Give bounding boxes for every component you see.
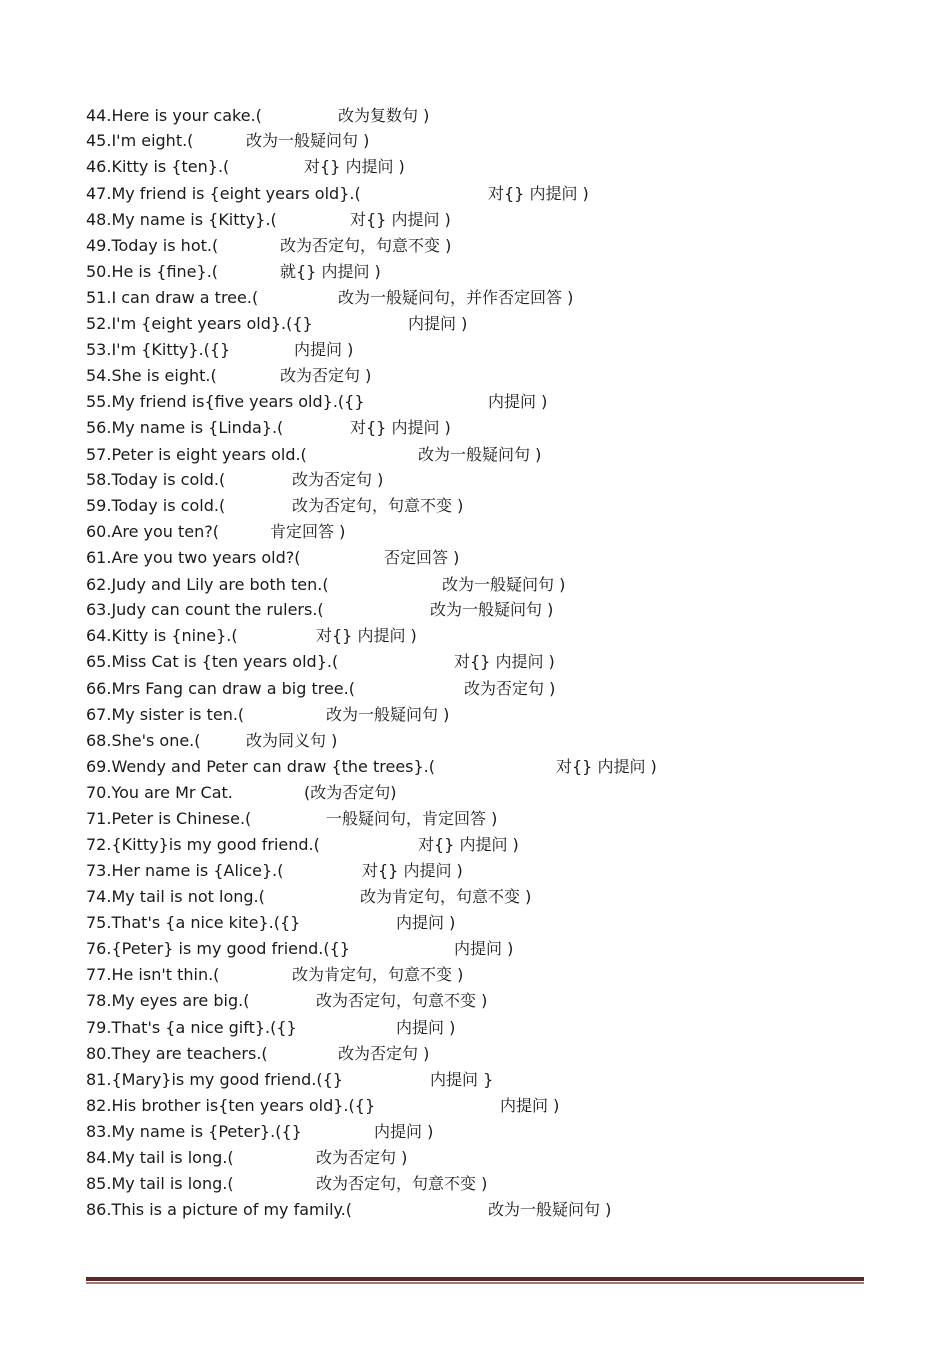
exercise-instruction: 改为否定句 ) — [464, 679, 556, 698]
exercise-instruction: 一般疑问句，肯定回答 ) — [326, 809, 498, 828]
exercise-sentence: 76.{Peter} is my good friend.({} — [86, 939, 350, 958]
footer-rule — [86, 1277, 864, 1285]
exercise-sentence: 71.Peter is Chinese.( — [86, 809, 252, 828]
exercise-instruction: 改为同义句 ) — [246, 731, 338, 750]
exercise-instruction: 改为一般疑问句 ) — [488, 1200, 612, 1219]
exercise-sentence: 62.Judy and Lily are both ten.( — [86, 575, 329, 594]
exercise-sentence: 81.{Mary}is my good friend.({} — [86, 1070, 343, 1089]
exercise-sentence: 86.This is a picture of my family.( — [86, 1200, 353, 1219]
exercise-instruction: 改为肯定句，句意不变 ) — [360, 887, 532, 906]
exercise-instruction: 改为一般疑问句 ) — [430, 600, 554, 619]
exercise-instruction: 改为否定句，句意不变 ) — [316, 991, 488, 1010]
exercise-sentence: 80.They are teachers.( — [86, 1044, 268, 1063]
exercise-sentence: 68.She's one.( — [86, 731, 201, 750]
exercise-instruction: 对{} 内提问 ) — [454, 652, 555, 671]
exercise-instruction: 改为否定句 ) — [316, 1148, 408, 1167]
exercise-sentence: 54.She is eight.( — [86, 366, 217, 385]
exercise-instruction: 内提问 } — [430, 1070, 494, 1089]
exercise-instruction: 改为否定句，句意不变 ) — [280, 236, 452, 255]
exercise-sentence: 72.{Kitty}is my good friend.( — [86, 835, 320, 854]
exercise-instruction: 对{} 内提问 ) — [488, 184, 589, 203]
exercise-sentence: 55.My friend is{five years old}.({} — [86, 392, 365, 411]
exercise-sentence: 44.Here is your cake.( — [86, 106, 262, 125]
exercise-sentence: 75.That's {a nice kite}.({} — [86, 913, 301, 932]
exercise-sentence: 48.My name is {Kitty}.( — [86, 210, 277, 229]
exercise-instruction: 内提问 ) — [408, 314, 468, 333]
exercise-instruction: 内提问 ) — [374, 1122, 434, 1141]
exercise-sentence: 53.I'm {Kitty}.({} — [86, 340, 231, 359]
exercise-instruction: 改为一般疑问句 ) — [246, 131, 370, 150]
exercise-sentence: 63.Judy can count the rulers.( — [86, 600, 324, 619]
exercise-instruction: 改为一般疑问句 ) — [326, 705, 450, 724]
exercise-instruction: 内提问 ) — [454, 939, 514, 958]
exercise-instruction: (改为否定句) — [304, 783, 397, 802]
exercise-sentence: 57.Peter is eight years old.( — [86, 445, 307, 464]
exercise-instruction: 内提问 ) — [396, 1018, 456, 1037]
exercise-sentence: 65.Miss Cat is {ten years old}.( — [86, 652, 339, 671]
exercise-sentence: 64.Kitty is {nine}.( — [86, 626, 238, 645]
exercise-sentence: 50.He is {fine}.( — [86, 262, 219, 281]
exercise-sentence: 66.Mrs Fang can draw a big tree.( — [86, 679, 355, 698]
exercise-sentence: 51.I can draw a tree.( — [86, 288, 259, 307]
exercise-sentence: 83.My name is {Peter}.({} — [86, 1122, 302, 1141]
exercise-instruction: 改为肯定句，句意不变 ) — [292, 965, 464, 984]
exercise-instruction: 否定回答 ) — [384, 548, 460, 567]
footer-rule-dark — [86, 1277, 864, 1281]
exercise-sentence: 70.You are Mr Cat. — [86, 783, 233, 802]
exercise-instruction: 对{} 内提问 ) — [418, 835, 519, 854]
exercise-sentence: 61.Are you two years old?( — [86, 548, 301, 567]
exercise-sentence: 58.Today is cold.( — [86, 470, 226, 489]
exercise-sentence: 82.His brother is{ten years old}.({} — [86, 1096, 376, 1115]
exercise-instruction: 改为否定句 ) — [292, 470, 384, 489]
exercise-instruction: 改为否定句 ) — [338, 1044, 430, 1063]
exercise-instruction: 改为一般疑问句 ) — [418, 445, 542, 464]
exercise-sentence: 52.I'm {eight years old}.({} — [86, 314, 313, 333]
exercise-instruction: 改为复数句 ) — [338, 106, 430, 125]
exercise-instruction: 对{} 内提问 ) — [316, 626, 417, 645]
exercise-sentence: 73.Her name is {Alice}.( — [86, 861, 284, 880]
exercise-instruction: 对{} 内提问 ) — [350, 418, 451, 437]
exercise-sentence: 77.He isn't thin.( — [86, 965, 220, 984]
exercise-sentence: 46.Kitty is {ten}.( — [86, 157, 230, 176]
exercise-sentence: 78.My eyes are big.( — [86, 991, 250, 1010]
exercise-sentence: 67.My sister is ten.( — [86, 705, 245, 724]
exercise-sentence: 85.My tail is long.( — [86, 1174, 234, 1193]
exercise-sentence: 79.That's {a nice gift}.({} — [86, 1018, 297, 1037]
exercise-sentence: 49.Today is hot.( — [86, 236, 219, 255]
exercise-instruction: 改为一般疑问句 ) — [442, 575, 566, 594]
exercise-instruction: 内提问 ) — [488, 392, 548, 411]
exercise-sentence: 45.I'm eight.( — [86, 131, 194, 150]
exercise-sentence: 69.Wendy and Peter can draw {the trees}.( — [86, 757, 436, 776]
exercise-instruction: 对{} 内提问 ) — [350, 210, 451, 229]
footer-rule-light — [86, 1282, 864, 1284]
exercise-instruction: 内提问 ) — [500, 1096, 560, 1115]
exercise-sentence: 56.My name is {Linda}.( — [86, 418, 284, 437]
exercise-sentence: 47.My friend is {eight years old}.( — [86, 184, 361, 203]
exercise-instruction: 就{} 内提问 ) — [280, 262, 381, 281]
exercise-sentence: 84.My tail is long.( — [86, 1148, 234, 1167]
exercise-instruction: 改为否定句 ) — [280, 366, 372, 385]
exercise-instruction: 对{} 内提问 ) — [362, 861, 463, 880]
exercise-instruction: 内提问 ) — [396, 913, 456, 932]
exercise-instruction: 对{} 内提问 ) — [304, 157, 405, 176]
exercise-instruction: 改为否定句，句意不变 ) — [292, 496, 464, 515]
exercise-instruction: 对{} 内提问 ) — [556, 757, 657, 776]
exercise-sentence: 59.Today is cold.( — [86, 496, 226, 515]
exercise-sentence: 60.Are you ten?( — [86, 522, 220, 541]
exercise-instruction: 改为否定句，句意不变 ) — [316, 1174, 488, 1193]
exercise-sentence: 74.My tail is not long.( — [86, 887, 265, 906]
exercise-instruction: 内提问 ) — [294, 340, 354, 359]
exercise-instruction: 肯定回答 ) — [270, 522, 346, 541]
exercise-instruction: 改为一般疑问句，并作否定回答 ) — [338, 288, 574, 307]
